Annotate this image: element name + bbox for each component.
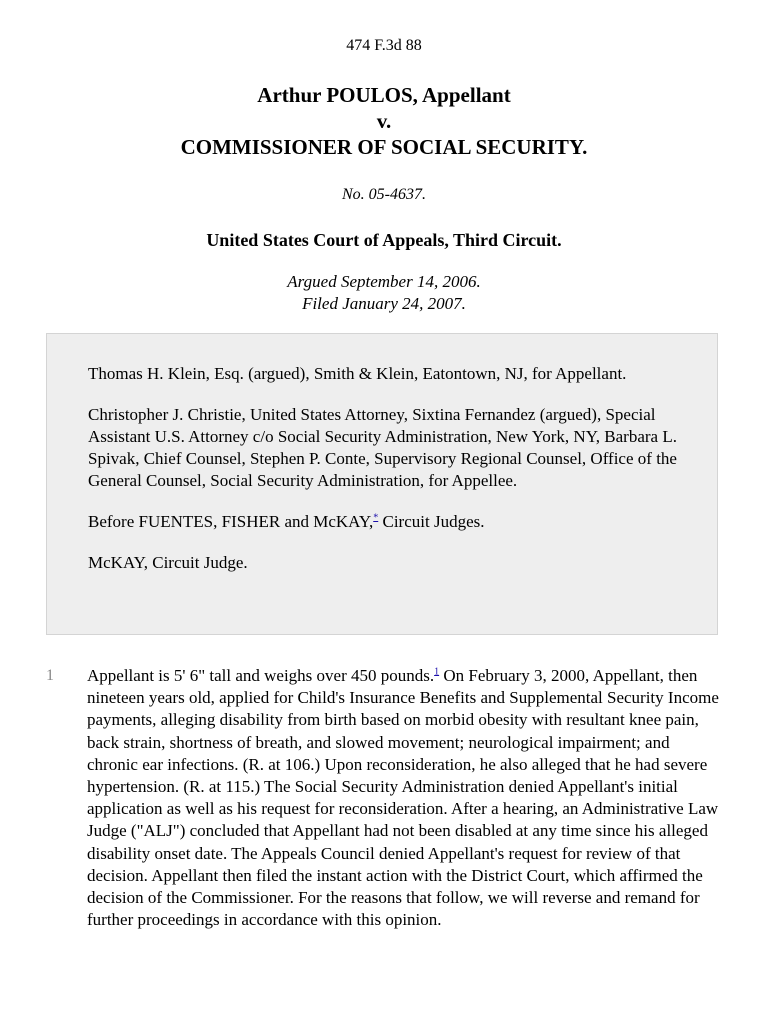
docket-number: No. 05-4637. [342, 186, 426, 203]
filed-date: Filed January 24, 2007. [302, 294, 466, 313]
counsel-box [46, 333, 718, 635]
appellant-name: Arthur POULOS, Appellant [257, 83, 511, 107]
panel-judges-text: Before FUENTES, FISHER and McKAY, [88, 512, 374, 531]
paragraph-text-rest: On February 3, 2000, Appellant, then nineteen years old, applied for Child's Insurance Benefits and Supplemental Security Income payments, alleging disability from birth based on morbid obesity with resultant knee pain, back strain, shortness of breath, and slowed movement; neurological impairment; and chronic ear infections. (R. at 106.) Upon reconsideration, he also alleged that he had severe hypertension. (R. at 115.) The Social Security Administration denied Appellant's initial application as well as his request for reconsideration. After a hearing, an Administrative Law Judge ("ALJ") concluded that Appellant had not been disabled at any time since his alleged disability onset date. The Appeals Council denied Appellant's request for review of that decision. Appellant then filed the instant action with the District Court, which affirmed the decision of the Commissioner. For the reasons that follow, we will reverse and remand for further proceedings in accordance with this opinion. [87, 666, 719, 930]
case-dates [0, 271, 768, 315]
panel-judges-suffix: Circuit Judges. [378, 512, 485, 531]
appellee-name: COMMISSIONER OF SOCIAL SECURITY. [180, 135, 588, 159]
argued-date: Argued September 14, 2006. [287, 272, 481, 291]
appellant-counsel: Thomas H. Klein, Esq. (argued), Smith & Klein, Eatontown, NJ, for Appellant. [88, 364, 627, 383]
footnote-link-star[interactable]: * [373, 512, 379, 524]
appellee-counsel: Christopher J. Christie, United States Attorney, Sixtina Fernandez (argued), Special Assistant U.S. Attorney c/o Social Security Administration, New York, NY, Barbara L. Spivak, Chief Counsel, Stephen P. Conte, Supervisory Regional Counsel, Office of the General Counsel, Social Security Administration, for Appellee. [88, 405, 677, 490]
court-name: United States Court of Appeals, Third Circuit. [206, 230, 562, 250]
panel-judges [88, 511, 677, 533]
paragraph-text [87, 665, 723, 931]
paragraph-number: 1 [46, 667, 54, 684]
versus-label: v. [376, 109, 392, 133]
opinion-author: McKAY, Circuit Judge. [88, 553, 248, 572]
paragraph-text-start: Appellant is 5' 6" tall and weighs over 450 pounds. [87, 666, 435, 685]
case-caption [0, 82, 768, 160]
footnote-link-1[interactable]: 1 [434, 666, 440, 678]
case-citation: 474 F.3d 88 [346, 37, 422, 54]
